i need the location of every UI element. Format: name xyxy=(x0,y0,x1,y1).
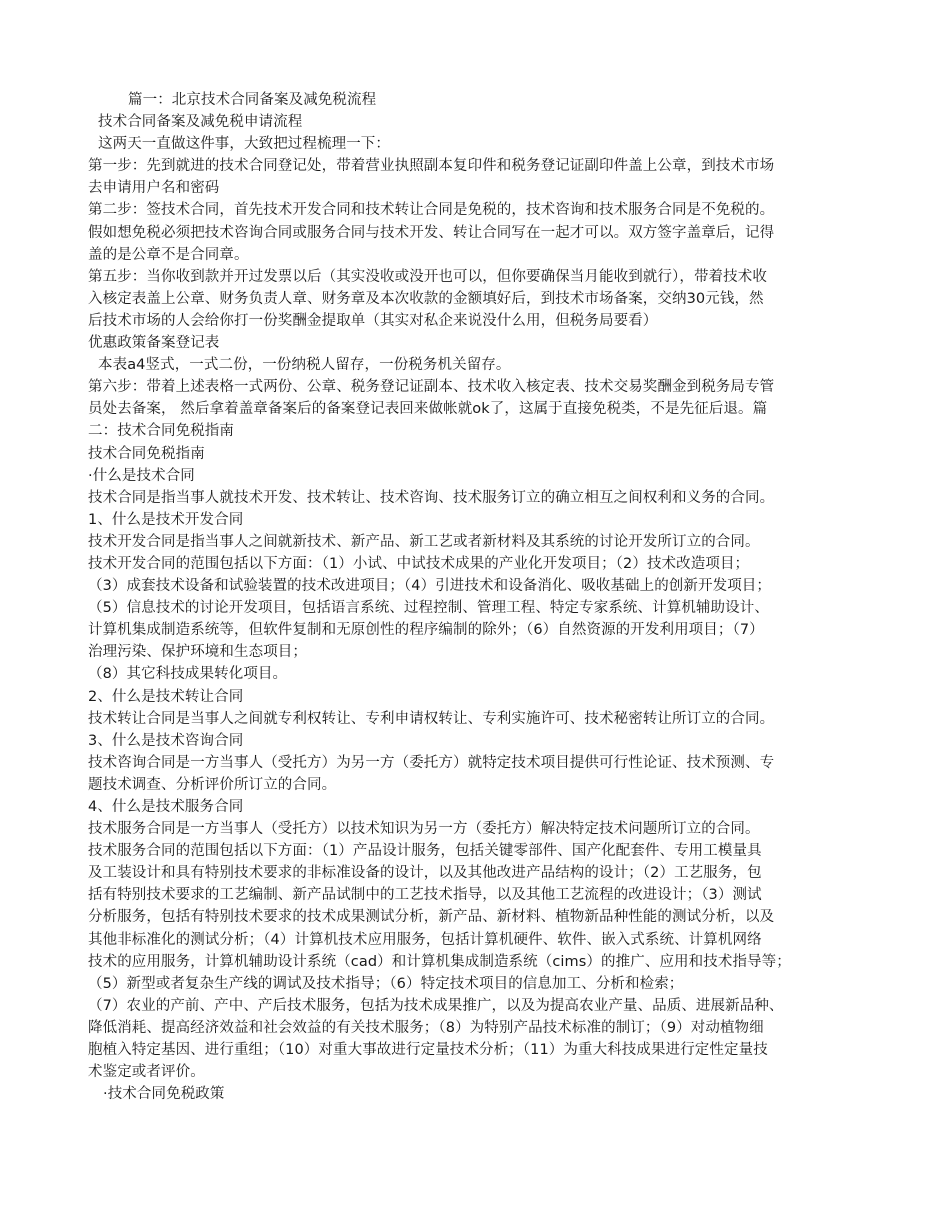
doc-line: 第六步：带着上述表格一式两份、公章、税务登记证副本、技术收入核定表、技术交易奖酬金到税务局专管 xyxy=(88,379,775,396)
doc-line: 假如想免税必须把技术咨询合同或服务合同与技术开发、转让合同写在一起才可以。双方签字盖章后，记得 xyxy=(88,224,775,241)
doc-line: （8）其它科技成果转化项目。 xyxy=(88,666,288,683)
doc-line: 及工装设计和具有特别技术要求的非标准设备的设计，以及其他改进产品结构的设计；（2）工艺服务，包 xyxy=(88,865,762,882)
doc-line: 技术转让合同是当事人之间就专利权转让、专利申请权转让、专利实施许可、技术秘密转让所订立的合同。 xyxy=(88,710,775,727)
doc-line: 技术开发合同是指当事人之间就新技术、新产品、新工艺或者新材料及其系统的讨论开发所订立的合同。 xyxy=(88,533,760,550)
doc-line: 这两天一直做这件事，大致把过程梳理一下： xyxy=(98,136,390,153)
doc-line: 技术开发合同的范围包括以下方面：（1）小试、中试技术成果的产业化开发项目；（2）技术改造项目； xyxy=(88,555,750,572)
doc-line: （5）信息技术的讨论开发项目，包括语言系统、过程控制、管理工程、特定专家系统、计算机辅助设计、 xyxy=(88,600,769,617)
doc-line: 其他非标准化的测试分析；（4）计算机技术应用服务，包括计算机硬件、软件、嵌入式系统、计算机网络 xyxy=(88,931,762,948)
doc-line: 后技术市场的人会给你打一份奖酬金提取单（其实对私企来说没什么用，但税务局要看） xyxy=(88,312,658,329)
doc-line: 题技术调查、分析评价所订立的合同。 xyxy=(88,776,337,793)
doc-line: 技术服务合同是一方当事人（受托方）以技术知识为另一方（委托方）解决特定技术问题所订立的合同。 xyxy=(88,821,760,838)
doc-line: 分析服务，包括有特别技术要求的技术成果测试分析，新产品、新材料、植物新品种性能的测试分析，以及 xyxy=(88,909,775,926)
doc-line: 治理污染、保护环境和生态项目； xyxy=(88,644,307,661)
doc-line: 胞植入特定基因、进行重组；（10）对重大事故进行定量技术分析；（11）为重大科技成果进行定性定量技 xyxy=(88,1042,768,1059)
doc-line: 技术的应用服务，计算机辅助设计系统（cad）和计算机集成制造系统（cims）的推广、应用和技术指导等； xyxy=(88,953,791,970)
doc-line: 优惠政策备案登记表 xyxy=(88,335,220,352)
doc-line: 本表a4竖式，一式二份，一份纳税人留存，一份税务机关留存。 xyxy=(98,357,511,374)
doc-line: （5）新型或者复杂生产线的调试及技术指导；（6）特定技术项目的信息加工、分析和检索； xyxy=(88,975,684,992)
doc-line: 第五步：当你收到款并开过发票以后（其实没收或没开也可以，但你要确保当月能收到就行），带着技术收 xyxy=(88,268,767,285)
doc-line: 技术合同是指当事人就技术开发、技术转让、技术咨询、技术服务订立的确立相互之间权利和义务的合同。 xyxy=(88,489,775,506)
doc-line: 括有特别技术要求的工艺编制、新产品试制中的工艺技术指导，以及其他工艺流程的改进设计；（3）测试 xyxy=(88,887,762,904)
doc-numbered-heading: 4、什么是技术服务合同 xyxy=(88,799,244,815)
doc-line: 计算机集成制造系统等，但软件复制和无原创性的程序编制的除外；（6）自然资源的开发利用项目；（7） xyxy=(88,622,764,639)
doc-line: 二：技术合同免税指南 xyxy=(88,423,234,440)
doc-line: 员处去备案， 然后拿着盖章备案后的备案登记表回来做帐就ok了，这属于直接免税类，不是先征后退。篇 xyxy=(88,401,768,418)
doc-section-title: 技术合同免税指南 xyxy=(88,445,205,462)
doc-subheading: 技术合同备案及减免税申请流程 xyxy=(98,114,303,131)
doc-line: 技术咨询合同是一方当事人（受托方）为另一方（委托方）就特定技术项目提供可行性论证、技术预测、专 xyxy=(88,754,775,771)
doc-line: 去申请用户名和密码 xyxy=(88,180,220,197)
doc-line: （3）成套技术设备和试验装置的技术改进项目；（4）引进技术和设备消化、吸收基础上的创新开发项目； xyxy=(88,578,771,595)
doc-numbered-heading: 3、什么是技术咨询合同 xyxy=(88,732,244,749)
doc-line: 入核定表盖上公章、财务负责人章、财务章及本次收款的金额填好后，到技术市场备案，交纳30元钱，然 xyxy=(88,290,764,307)
doc-bullet-heading: ·技术合同免税政策 xyxy=(103,1086,225,1103)
document-page xyxy=(88,89,868,1105)
doc-bullet-heading: ·什么是技术合同 xyxy=(88,467,195,484)
doc-line: 技术服务合同的范围包括以下方面：（1）产品设计服务，包括关键零部件、国产化配套件、专用工模量具 xyxy=(88,843,762,860)
doc-line: 术鉴定或者评价。 xyxy=(88,1064,205,1081)
doc-line: 盖的是公章不是合同章。 xyxy=(88,246,249,263)
doc-line: 降低消耗、提高经济效益和社会效益的有关技术服务；（8）为特别产品技术标准的制订；（9）对动植物细 xyxy=(88,1019,764,1036)
doc-heading: 篇一：北京技术合同备案及减免税流程 xyxy=(128,92,377,108)
doc-numbered-heading: 2、什么是技术转让合同 xyxy=(88,688,244,705)
doc-line: 第一步：先到就进的技术合同登记处，带着营业执照副本复印件和税务登记证副印件盖上公章，到技术市场 xyxy=(88,158,775,175)
doc-line: （7）农业的产前、产中、产后技术服务，包括为技术成果推广，以及为提高农业产量、品质、进展新品种、 xyxy=(88,997,784,1014)
doc-numbered-heading: 1、什么是技术开发合同 xyxy=(88,511,244,528)
doc-line: 第二步：签技术合同，首先技术开发合同和技术转让合同是免税的，技术咨询和技术服务合同是不免税的。 xyxy=(88,202,775,219)
